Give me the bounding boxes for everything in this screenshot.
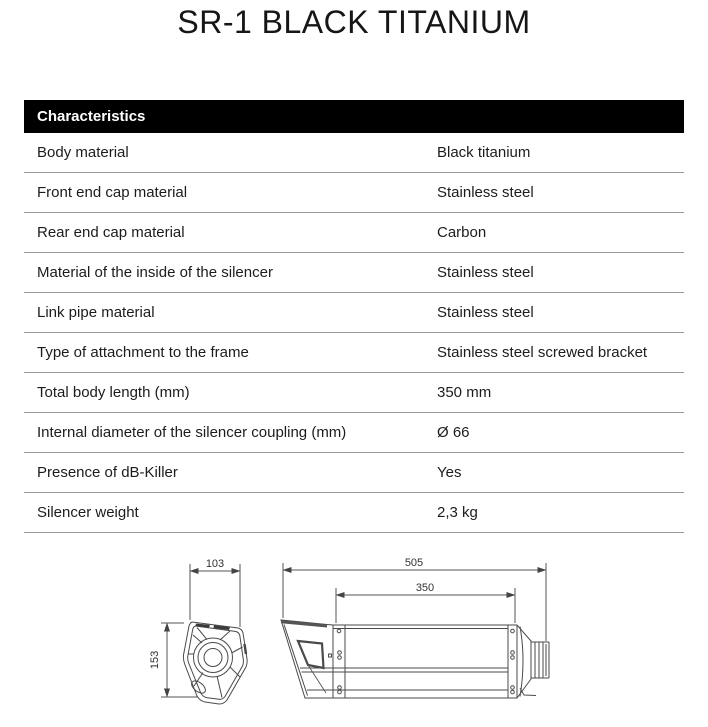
row-value: Ø 66 bbox=[437, 424, 470, 441]
dimension-label-350: 350 bbox=[415, 582, 435, 594]
table-row bbox=[24, 493, 684, 533]
row-value: Stainless steel bbox=[437, 264, 534, 281]
technical-drawing bbox=[150, 555, 580, 727]
row-label: Material of the inside of the silencer bbox=[37, 264, 273, 281]
row-label: Internal diameter of the silencer coupling (mm) bbox=[37, 424, 347, 441]
row-label: Link pipe material bbox=[37, 304, 155, 321]
row-label: Front end cap material bbox=[37, 184, 188, 201]
row-label: Presence of dB-Killer bbox=[37, 464, 178, 481]
dimension-end-view-width bbox=[190, 564, 240, 627]
row-value: 350 mm bbox=[437, 384, 492, 401]
table-row bbox=[24, 133, 684, 173]
row-value: Stainless steel screwed bracket bbox=[437, 344, 648, 361]
row-value: 2,3 kg bbox=[437, 504, 478, 521]
row-value: Stainless steel bbox=[437, 304, 534, 321]
page-title: SR-1 BLACK TITANIUM bbox=[177, 4, 531, 40]
row-value: Black titanium bbox=[437, 144, 531, 161]
table-row bbox=[24, 373, 684, 413]
dimension-label-153: 153 bbox=[150, 650, 161, 670]
table-row bbox=[24, 173, 684, 213]
silencer-side-view bbox=[281, 620, 549, 698]
table-row bbox=[24, 293, 684, 333]
table-header: Characteristics bbox=[24, 100, 684, 133]
table-row bbox=[24, 253, 684, 293]
row-value: Yes bbox=[437, 464, 462, 481]
table-row bbox=[24, 333, 684, 373]
row-value: Stainless steel bbox=[437, 184, 534, 201]
row-label: Type of attachment to the frame bbox=[37, 344, 249, 361]
row-label: Total body length (mm) bbox=[37, 384, 190, 401]
dimension-total-length bbox=[283, 563, 546, 641]
dimension-label-505: 505 bbox=[404, 557, 424, 569]
characteristics-table bbox=[24, 100, 684, 533]
row-label: Body material bbox=[37, 144, 129, 161]
dimension-label-103: 103 bbox=[205, 558, 225, 570]
row-label: Silencer weight bbox=[37, 504, 139, 521]
table-row bbox=[24, 413, 684, 453]
silencer-end-view bbox=[183, 622, 247, 704]
table-row bbox=[24, 453, 684, 493]
table-row bbox=[24, 213, 684, 253]
row-value: Carbon bbox=[437, 224, 487, 241]
silencer-drawing-svg bbox=[150, 555, 580, 727]
row-label: Rear end cap material bbox=[37, 224, 185, 241]
